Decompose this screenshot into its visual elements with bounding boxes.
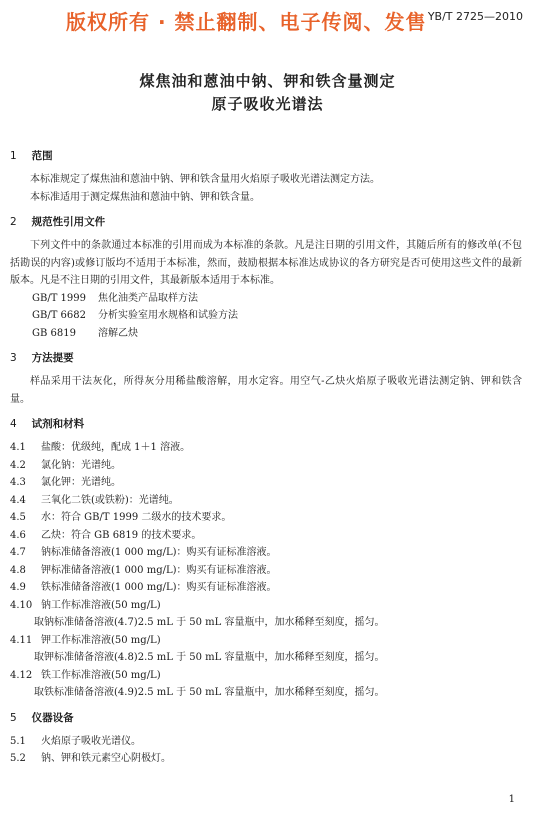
list-item: [10, 750, 522, 768]
section-number: 2: [10, 216, 17, 228]
list-item: [10, 509, 522, 527]
section-number: 4: [10, 418, 17, 430]
item-number: 4.2: [10, 459, 26, 471]
item-detail: 取铁标准储备溶液(4.9)2.5 mL 于 50 mL 容量瓶中，加水稀释至刻度，摇匀。: [34, 687, 385, 698]
item-detail: 取钾标准储备溶液(4.8)2.5 mL 于 50 mL 容量瓶中，加水稀释至刻度，摇匀。: [34, 652, 385, 663]
item-number: 5.1: [10, 735, 26, 747]
item-number: 4.9: [10, 582, 26, 593]
paragraph: 本标准规定了煤焦油和蒽油中钠、钾和铁含量用火焰原子吸收光谱法测定方法。: [30, 174, 380, 185]
item-text: 火焰原子吸收光谱仪。: [41, 735, 141, 747]
item-number: 4.1: [10, 442, 26, 453]
item-number: 4.3: [10, 477, 26, 488]
section-title: 范围: [31, 150, 53, 162]
item-text: 三氧化二铁(或铁粉)：光谱纯。: [41, 494, 179, 506]
item-number: 4.5: [10, 512, 26, 523]
reference-item: [32, 307, 522, 325]
item-text: 钠、钾和铁元素空心阴极灯。: [41, 753, 171, 764]
standard-number: YB/T 2725—2010: [427, 10, 523, 23]
item-number: 4.7: [10, 547, 26, 558]
list-item: [10, 733, 522, 751]
paragraph: 本标准适用于测定煤焦油和蒽油中钠、钾和铁含量。: [30, 191, 260, 203]
document-subtitle: 原子吸收光谱法: [211, 95, 324, 113]
section-3-heading: [10, 350, 522, 367]
reference-code: GB/T 6682: [32, 310, 87, 321]
section-number: 1: [10, 150, 17, 162]
section-title: 规范性引用文件: [31, 216, 106, 228]
page-number: 1: [508, 794, 515, 805]
item-number: 4.10: [10, 599, 33, 611]
item-text: 铁工作标准溶液(50 mg/L): [41, 669, 161, 681]
item-text: 钠工作标准溶液(50 mg/L): [41, 599, 161, 611]
section-number: 5: [10, 711, 17, 724]
list-item: [10, 667, 522, 685]
list-item: [10, 457, 522, 475]
item-text: 钠标准储备溶液(1 000 mg/L)：购买有证标准溶液。: [41, 547, 277, 558]
section-title: 仪器设备: [31, 711, 74, 724]
list-item: [10, 544, 522, 562]
reference-code: GB 6819: [32, 327, 76, 339]
item-text: 水：符合 GB/T 1999 二级水的技术要求。: [41, 512, 232, 523]
item-number: 4.8: [10, 564, 26, 576]
item-detail: 取钠标准储备溶液(4.7)2.5 mL 于 50 mL 容量瓶中，加水稀释至刻度，摇匀。: [34, 617, 385, 628]
reference-name: 焦化油类产品取样方法: [98, 292, 198, 304]
item-text: 盐酸：优级纯，配成 1＋1 溶液。: [41, 442, 191, 453]
item-number: 4.4: [10, 494, 26, 506]
document-title: 煤焦油和蒽油中钠、钾和铁含量测定: [139, 72, 396, 90]
reference-code: GB/T 1999: [32, 292, 87, 304]
item-text: 铁标准储备溶液(1 000 mg/L)：购买有证标准溶液。: [41, 582, 277, 593]
item-text: 氯化钾：光谱纯。: [41, 477, 121, 488]
copyright-watermark: 版权所有 · 禁止翻制、电子传阅、发售: [66, 10, 427, 34]
list-item: [10, 439, 522, 457]
item-number: 4.6: [10, 529, 26, 541]
list-item: [10, 527, 522, 545]
reference-name: 溶解乙炔: [98, 327, 138, 339]
item-text: 乙炔：符合 GB 6819 的技术要求。: [41, 529, 202, 541]
item-number: 4.11: [10, 634, 33, 646]
section-5-heading: [10, 710, 522, 727]
item-text: 钾标准储备溶液(1 000 mg/L)：购买有证标准溶液。: [41, 564, 277, 576]
list-item: [10, 474, 522, 492]
list-item: [10, 562, 522, 580]
section-number: 3: [10, 352, 17, 364]
paragraph: 样品采用干法灰化，所得灰分用稀盐酸溶解，用水定容。用空气-乙炔火焰原子吸收光谱法测定钠、钾和铁含量。: [10, 376, 522, 405]
list-item: [10, 632, 522, 650]
item-number: 5.2: [10, 753, 26, 764]
section-title: 试剂和材料: [31, 418, 85, 430]
reference-item: [32, 325, 522, 343]
item-text: 氯化钠：光谱纯。: [41, 459, 121, 471]
reference-item: [32, 290, 522, 308]
list-item: [10, 597, 522, 615]
list-item: [10, 492, 522, 510]
item-text: 钾工作标准溶液(50 mg/L): [41, 634, 161, 646]
section-title: 方法提要: [31, 352, 74, 364]
section-1-heading: [10, 148, 522, 165]
section-2-heading: [10, 214, 522, 231]
document-body: [10, 148, 522, 768]
section-4-heading: [10, 416, 522, 433]
list-item: [10, 579, 522, 597]
paragraph: 下列文件中的条款通过本标准的引用而成为本标准的条款。凡是注日期的引用文件，其随后所有的修改单(不包括勘误的内容)或修订版均不适用于本标准，然而，鼓励根据本标准达成协议的各方研究是否可使用这些文件的最新版本。凡是不注日期的引用文件，其最新版本适用于本标准。: [10, 240, 522, 286]
reference-name: 分析实验室用水规格和试验方法: [98, 310, 238, 321]
item-number: 4.12: [10, 669, 33, 681]
